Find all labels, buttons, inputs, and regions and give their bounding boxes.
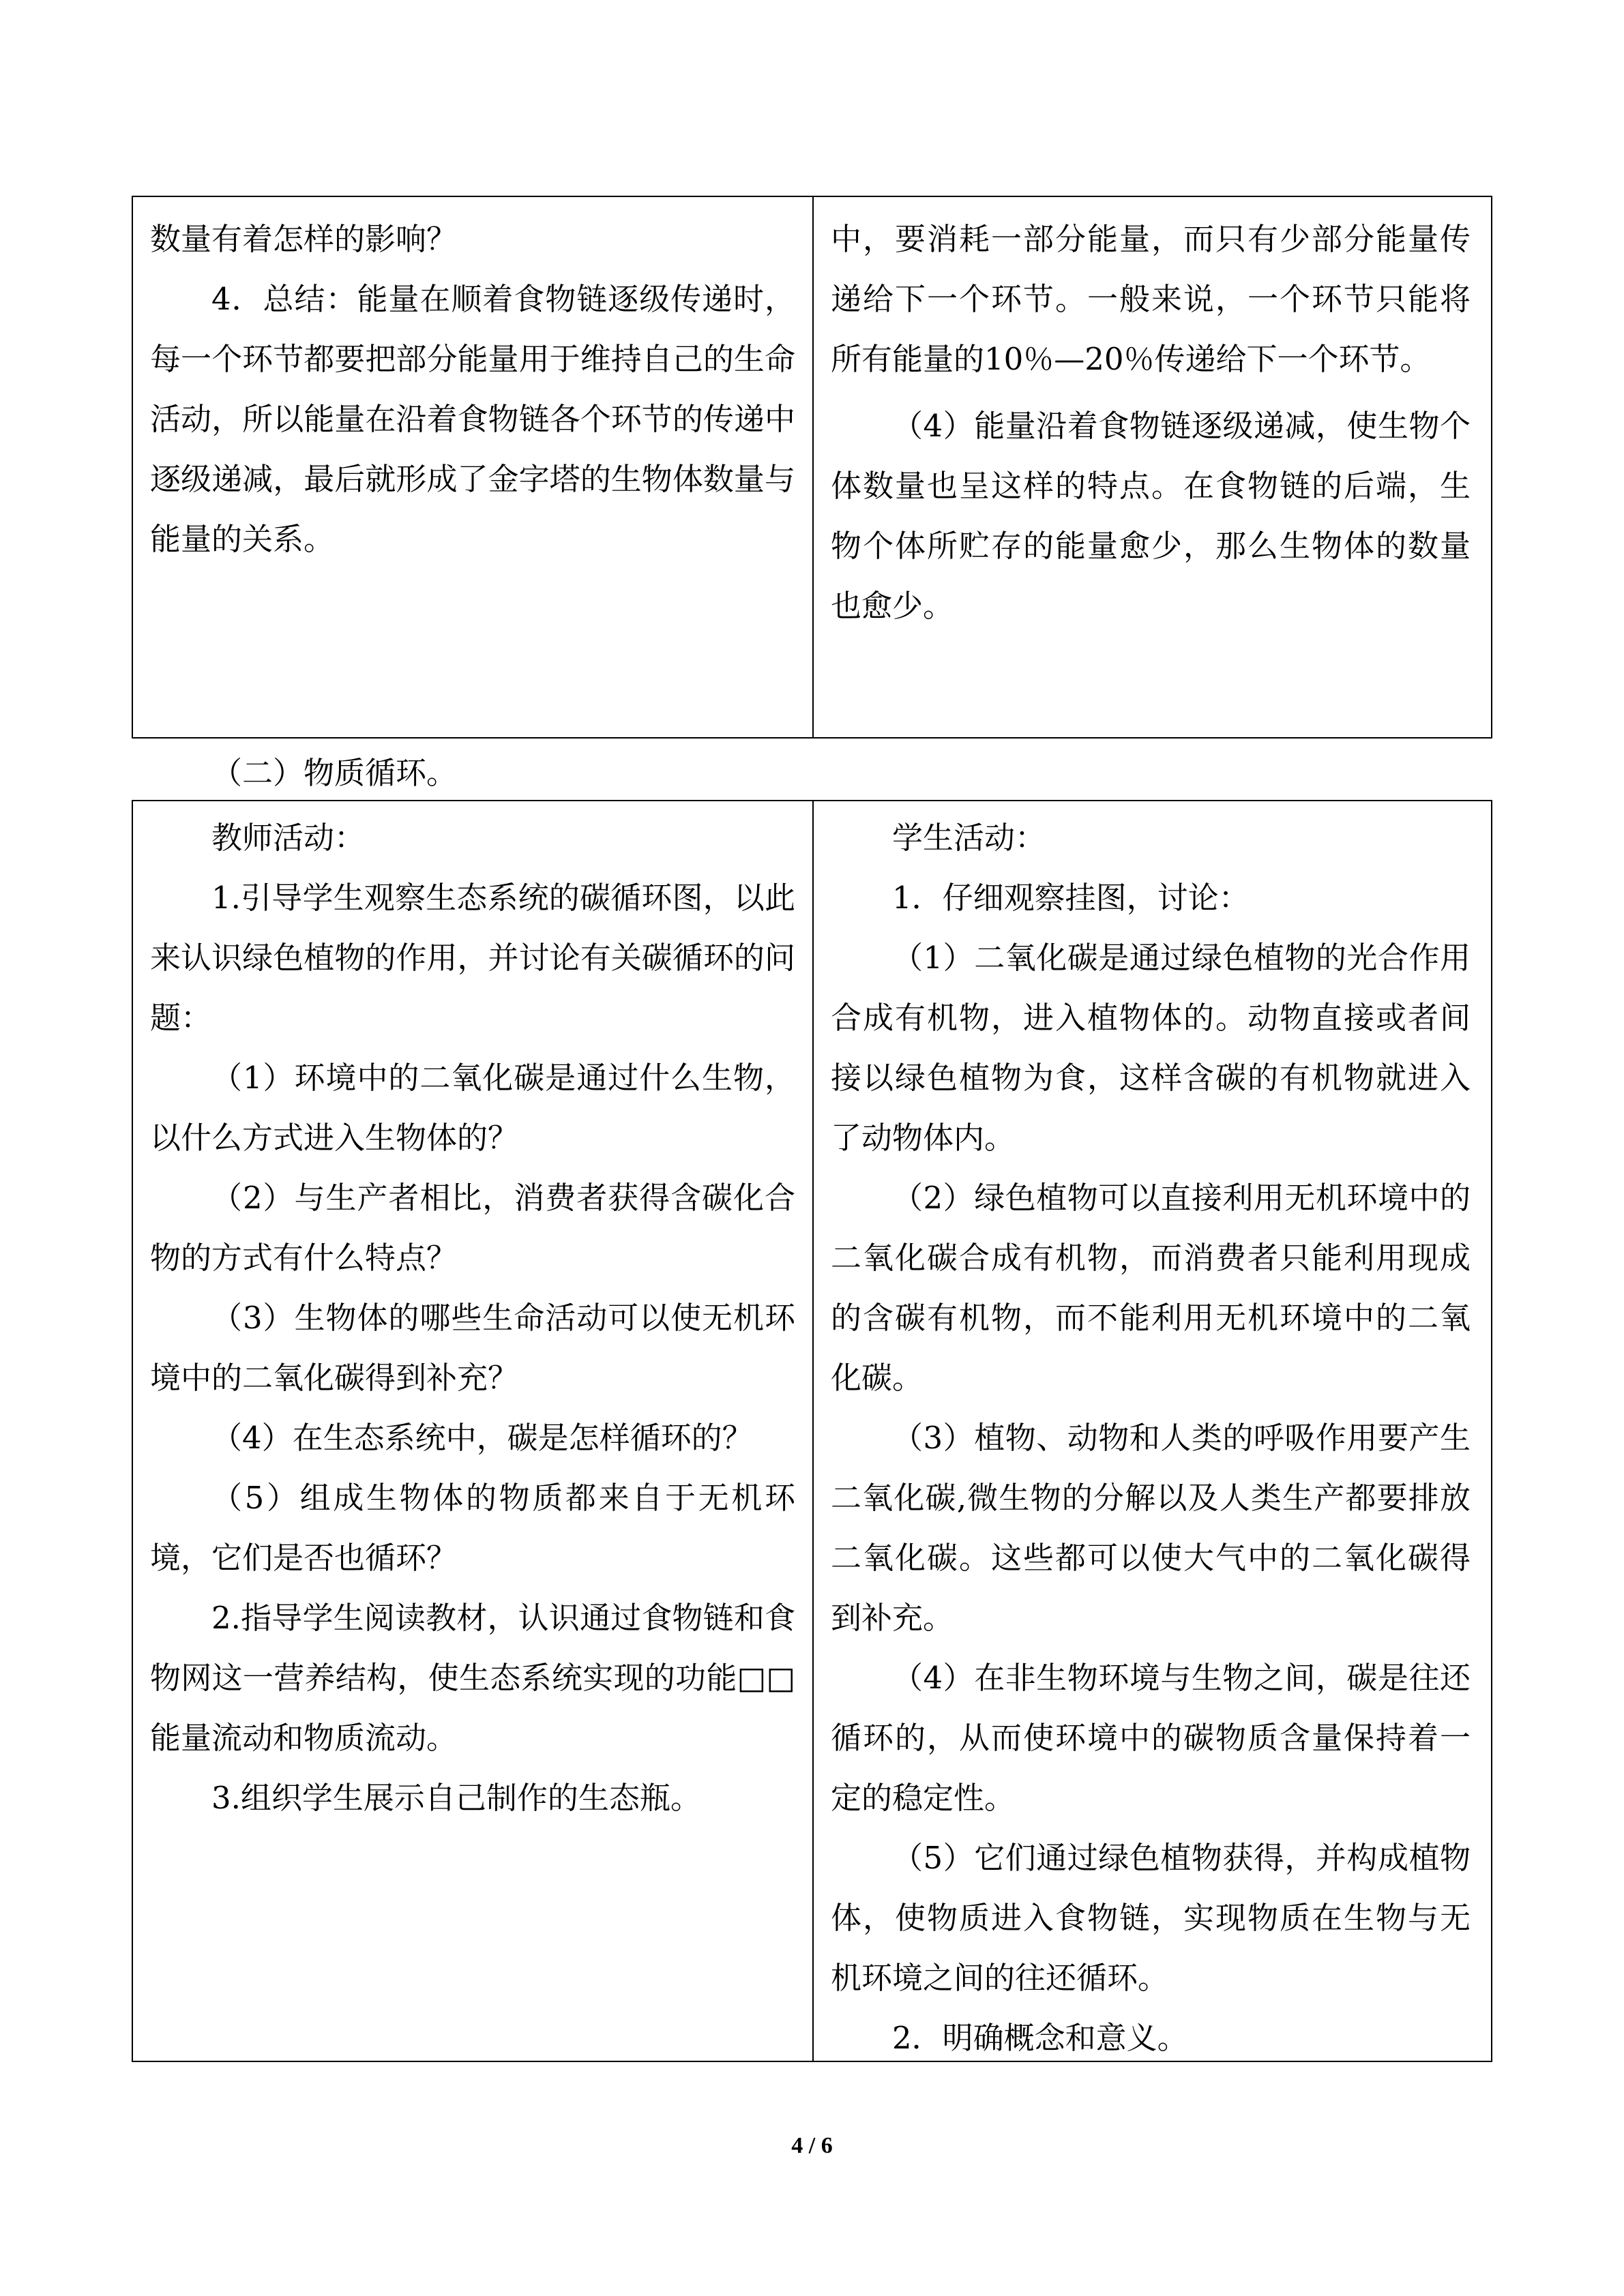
table1-left-cell	[133, 197, 814, 737]
paragraph: （5）它们通过绿色植物获得，并构成植物体，使物质进入食物链，实现物质在生物与无机环境之间的往还循环。	[831, 1840, 1471, 1996]
paragraph: 教师活动：	[211, 820, 366, 856]
paragraph: 2．明确概念和意义。	[892, 2020, 1188, 2056]
table-energy-flow	[132, 196, 1492, 739]
paragraph: （4）能量沿着食物链逐级递减，使生物个体数量也呈这样的特点。在食物链的后端，生物个体所贮存的能量愈少，那么生物体的数量也愈少。	[831, 408, 1471, 624]
page-number: 4 / 6	[791, 2133, 833, 2158]
paragraph: （2）与生产者相比，消费者获得含碳化合物的方式有什么特点？	[150, 1180, 795, 1276]
paragraph: 1.引导学生观察生态系统的碳循环图，以此来认识绿色植物的作用，并讨论有关碳循环的问题：	[150, 880, 795, 1036]
section-heading: （二）物质循环。	[211, 755, 458, 791]
table1-right-content	[831, 209, 1471, 636]
table-material-cycle	[132, 800, 1492, 2062]
table1-right-cell	[814, 197, 1491, 737]
paragraph: 学生活动：	[892, 820, 1046, 856]
paragraph: 3.组织学生展示自己制作的生态瓶。	[211, 1780, 701, 1816]
teacher-activity-cell	[133, 801, 814, 2061]
paragraph: （1）环境中的二氧化碳是通过什么生物，以什么方式进入生物体的？	[150, 1060, 795, 1156]
student-activity-content	[831, 808, 1471, 2061]
paragraph: （5）组成生物体的物质都来自于无机环境，它们是否也循环？	[150, 1480, 795, 1576]
paragraph: （4）在生态系统中，碳是怎样循环的？	[211, 1420, 753, 1456]
teacher-activity-content	[150, 808, 795, 1828]
paragraph: （3）植物、动物和人类的呼吸作用要产生二氧化碳,微生物的分解以及人类生产都要排放二氧化碳。这些都可以使大气中的二氧化碳得到补充。	[831, 1420, 1471, 1636]
paragraph: （4）在非生物环境与生物之间，碳是往还循环的，从而使环境中的碳物质含量保持着一定的稳定性。	[831, 1660, 1471, 1816]
paragraph: （1）二氧化碳是通过绿色植物的光合作用合成有机物，进入植物体的。动物直接或者间接以绿色植物为食，这样含碳的有机物就进入了动物体内。	[831, 940, 1471, 1156]
paragraph: 1．仔细观察挂图，讨论：	[892, 880, 1250, 916]
paragraph: 数量有着怎样的影响？	[150, 221, 458, 257]
table1-left-content	[150, 209, 795, 569]
paragraph: （2）绿色植物可以直接利用无机环境中的二氧化碳合成有机物，而消费者只能利用现成的含碳有机物，而不能利用无机环境中的二氧化碳。	[831, 1180, 1471, 1396]
paragraph: 4．总结：能量在顺着食物链逐级传递时，每一个环节都要把部分能量用于维持自己的生命活动，所以能量在沿着食物链各个环节的传递中逐级递减，最后就形成了金字塔的生物体数量与能量的关系。	[150, 281, 795, 557]
paragraph: 2.指导学生阅读教材，认识通过食物链和食物网这一营养结构，使生态系统实现的功能□□能量流动和物质流动。	[150, 1600, 795, 1756]
paragraph: 中，要消耗一部分能量，而只有少部分能量传递给下一个环节。一般来说，一个环节只能将所有能量的10％—20％传递给下一个环节。	[831, 221, 1471, 377]
student-activity-cell	[814, 801, 1491, 2061]
paragraph: （3）生物体的哪些生命活动可以使无机环境中的二氧化碳得到补充？	[150, 1300, 795, 1396]
